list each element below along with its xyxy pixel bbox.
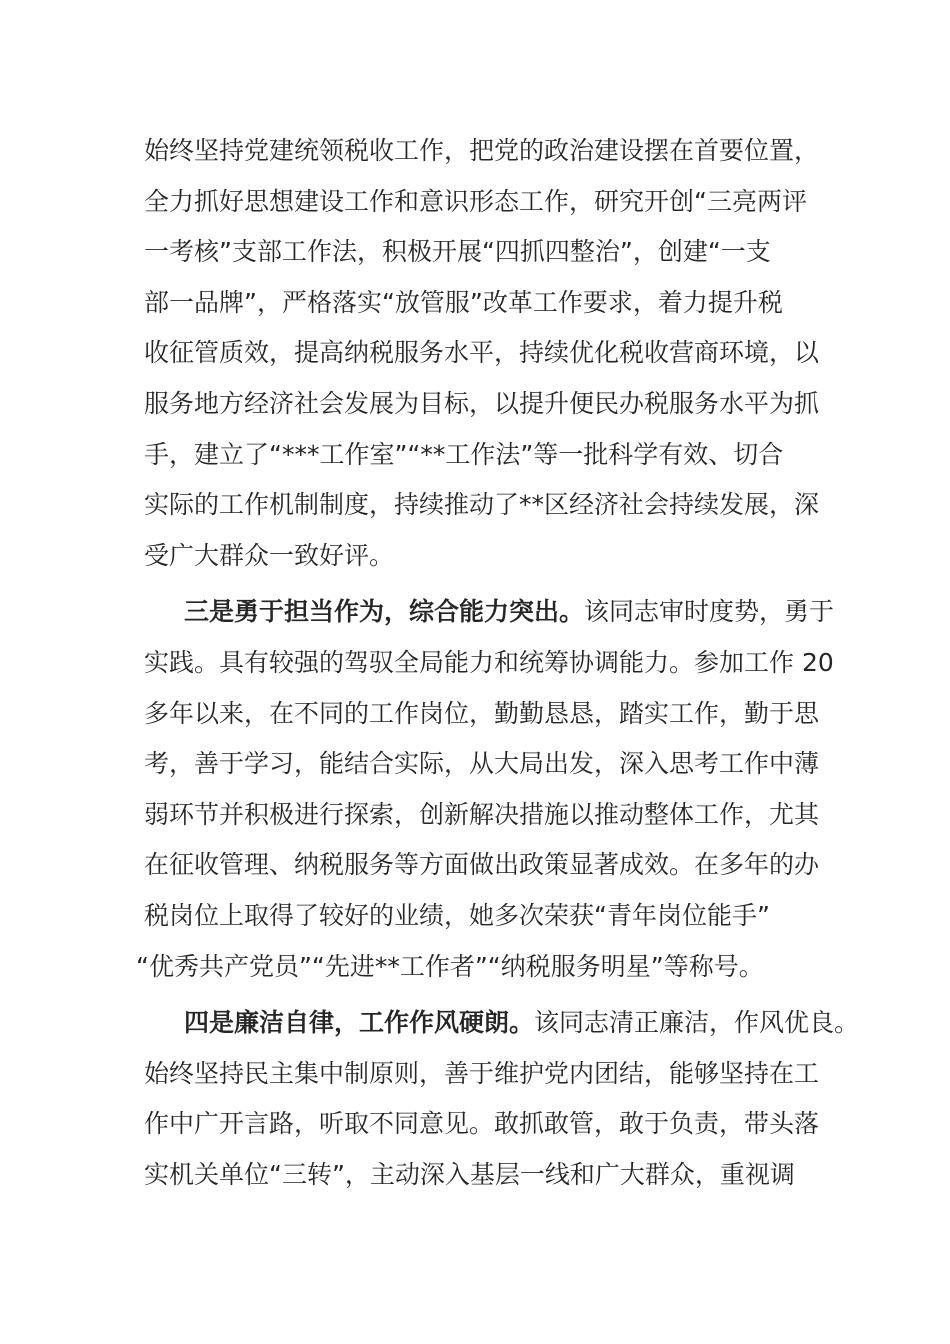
paragraph-text: 该同志审时度势，勇于 [584, 597, 835, 627]
text-line: 全力抓好思想建设工作和意识形态工作，研究开创“三亮两评 [144, 186, 807, 216]
text-line [144, 998, 860, 1049]
text-line: 实机关单位“三转”，主动深入基层一线和广大群众，重视调 [144, 1159, 795, 1189]
text-line: 服务地方经济社会发展为目标，以提升便民办税服务水平为抓 [144, 388, 820, 418]
paragraph-1 [144, 126, 820, 581]
text-line: 税岗位上取得了较好的业绩，她多次荣获“青年岗位能手” [144, 900, 770, 930]
text-line: 实际的工作机制制度，持续推动了**区经济社会持续发展，深 [144, 490, 820, 520]
text-line: 收征管质效，提高纳税服务水平，持续优化税收营商环境，以 [144, 338, 820, 368]
text-line [144, 587, 835, 638]
text-line: 作中广开言路，听取不同意见。敢抓敢管，敢于负责，带头落 [144, 1109, 820, 1139]
text-line: 始终坚持民主集中制原则，善于维护党内团结，能够坚持在工 [144, 1058, 820, 1088]
text-line: 一考核”支部工作法，积极开展“四抓四整治”，创建“一支 [144, 237, 771, 267]
text-line: 部一品牌”，严格落实“放管服”改革工作要求，着力提升税 [144, 287, 783, 317]
paragraph-heading: 三是勇于担当作为，综合能力突出。 [184, 597, 585, 627]
text-line: 受广大群众一致好评。 [144, 540, 395, 570]
text-line: 实践。具有较强的驾驭全局能力和统筹协调能力。参加工作 20 [144, 647, 834, 677]
text-line: 在征收管理、纳税服务等方面做出政策显著成效。在多年的办 [144, 850, 820, 880]
paragraph-text: 该同志清正廉洁，作风优良。 [534, 1008, 860, 1038]
text-line: “优秀共产党员”“先进**工作者”“纳税服务明星”等称号。 [136, 951, 764, 981]
paragraph-heading: 四是廉洁自律，工作作风硬朗。 [184, 1008, 535, 1038]
paragraph-3 [144, 998, 860, 1200]
text-line: 考，善于学习，能结合实际，从大局出发，深入思考工作中薄 [144, 749, 820, 779]
text-line: 弱环节并积极进行探索，创新解决措施以推动整体工作，尤其 [144, 799, 820, 829]
paragraph-2 [136, 587, 835, 992]
text-line: 手，建立了“***工作室”“**工作法”等一批科学有效、切合 [144, 439, 784, 469]
text-line: 始终坚持党建统领税收工作，把党的政治建设摆在首要位置， [144, 136, 820, 165]
text-line: 多年以来，在不同的工作岗位，勤勤恳恳，踏实工作，勤于思 [144, 698, 820, 728]
document-body [136, 126, 860, 1200]
